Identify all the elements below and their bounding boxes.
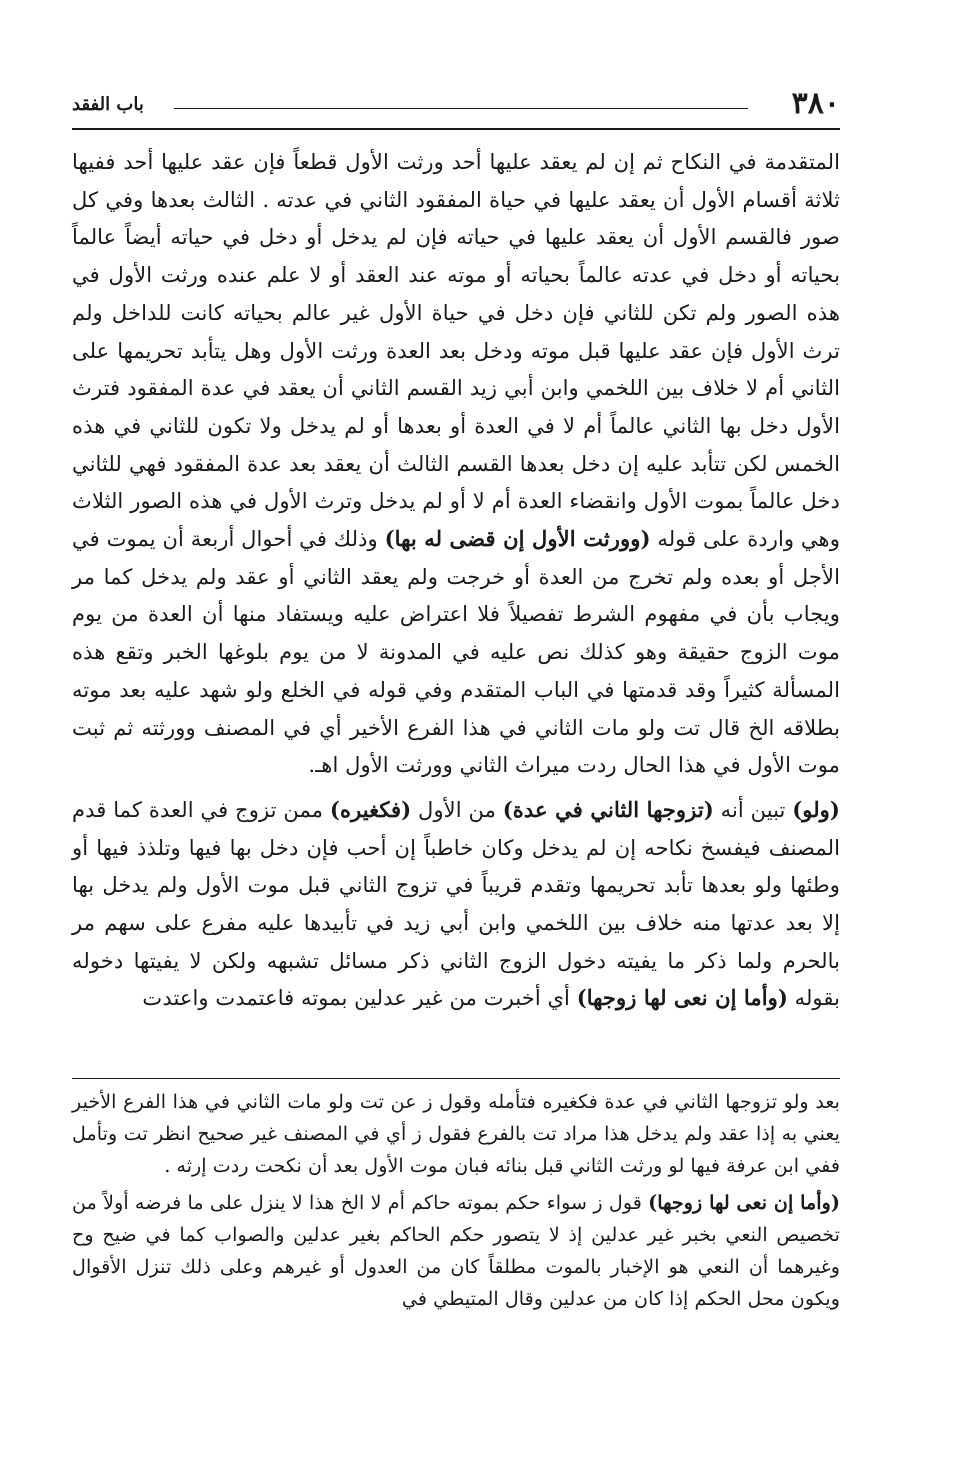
para2-quote-2: (تزوجها الثاني في عدة) — [502, 796, 714, 822]
paragraph-2 — [72, 791, 840, 1017]
footnote-2 — [72, 1187, 840, 1314]
para2-text-1: تبين أنه — [720, 796, 786, 822]
header-rule — [72, 128, 840, 130]
footnote-separator — [72, 1078, 840, 1079]
footnote-2-quote: (وأما إن نعى لها زوجها) — [648, 1191, 840, 1215]
para2-text-2: من الأول — [418, 796, 496, 822]
footnote-2-text: قول ز سواء حكم بموته حاكم أم لا الخ هذا لا ينزل على ما فرضه أولاً من تخصيص النعي بخبر غير عدلين إذ لا يتصور حكم الحاكم بغير عدلين والصواب كما في ضيح وح وغيرهما أن النعي هو الإخبار بالموت مطلقاً كان من العدول أو غيرهم وعلى ذلك تنزل الأقوال ويكون محل الحكم إذا كان من عدلين وقال المتيطي في — [72, 1191, 840, 1310]
main-text — [72, 143, 840, 1017]
page-header — [72, 86, 840, 126]
para2-quote-4: (وأما إن نعى لها زوجها) — [576, 985, 788, 1011]
para2-quote-3: (فكغيره) — [329, 796, 412, 822]
page-number: ٣٨٠ — [791, 86, 840, 121]
paragraph-1 — [72, 143, 840, 784]
footnote-1-text: بعد ولو تزوجها الثاني في عدة فكغيره فتأمله وقول ز عن تت ولو مات الثاني في هذا الفرع الأخير يعني به إذا عقد ولم يدخل هذا مراد تت بالفرع فقول ز أي في المصنف غير صحيح انظر تت وتأمل ففي ابن عرفة فيها لو ورثت الثاني قبل بنائه فبان موت الأول بعد أن نكحت ردت إرثه . — [72, 1090, 840, 1177]
para1-continuation: وذلك في أحوال أربعة أن يموت في الأجل أو بعده ولم تخرج من العدة أو خرجت ولم يعقد الثاني أو عقد ولم يدخل كما مر ويجاب بأن في مفهوم الشرط تفصيلاً فلا اعتراض عليه ويستفاد منها أن العدة من يوم موت الزوج حقيقة وهو كذلك نص عليه في المدونة لا من يوم بلوغها الخبر وتقع هذه المسألة كثيراً وقد قدمتها في الباب المتقدم وفي قوله في الخلع ولو شهد عليه بعد موته بطلاقه الخ قال تت ولو مات الثاني في هذا الفرع الأخير أي في المصنف وورثته ثم ثبت موت الأول في هذا الحال ردت ميراث الثاني وورثت الأول اهـ. — [72, 526, 840, 778]
para1-text: المتقدمة في النكاح ثم إن لم يعقد عليها أحد ورثت الأول قطعاً فإن عقد عليها أحد ففيها ثلاثة أقسام الأول أن يعقد عليها في حياة المفقود الثاني في عدته . الثالث بعدها وفي كل صور فالقسم الأول أن يعقد عليها في حياته فإن لم يدخل أو دخل في حياته أيضاً عالماً بحياته أو دخل في عدته عالماً بحياته أو موته عند العقد أو لا علم عنده ورثت الأول في هذه الصور ولم تكن للثاني فإن دخل في حياة الأول غير عالم بحياته كانت للداخل ولم ترث الأول فإن عقد عليها قبل موته ودخل بعد العدة ورثت الأول وهل يتأبد تحريمها على الثاني أم لا خلاف بين اللخمي وابن أبي زيد القسم الثاني أن يعقد في عدة المفقود فترث الأول دخل بها الثاني عالماً أم لا في العدة أو بعدها أو لم يدخل ولا تكون للثاني في هذه الخمس لكن تتأبد عليه إن دخل بعدها القسم الثالث أن يعقد بعد عدة المفقود فهي للثاني دخل عالماً بموت الأول وانقضاء العدة أم لا أو لم يدخل وترث الأول في هذه الصور الثلاث وهي واردة على قوله — [72, 149, 840, 552]
para2-text-3: ممن تزوج في العدة كما قدم المصنف فيفسخ نكاحه إن لم يدخل وكان خاطباً إن أحب فإن دخل بها فيها وتلذذ فيها أو وطئها ولو بعدها تأبد تحريمها وتقدم قريباً في تزوج الثاني قبل موت الأول ولم يدخل بها إلا بعد عدتها منه خلاف بين اللخمي وابن أبي زيد في تأبيدها عليه مفرع على سهم مر بالحرم ولما ذكر ما يفيته دخول الزوج الثاني ذكر مسائل تشبهه ولكن لا يفيتها دخوله بقوله — [72, 796, 840, 1011]
footnote-1 — [72, 1086, 840, 1181]
book-page — [72, 0, 840, 1477]
chapter-title: باب الفقد — [72, 94, 144, 115]
para2-quote-1: (ولو) — [792, 796, 840, 822]
para2-text-4: أي أخبرت من غير عدلين بموته فاعتمدت واعتدت — [142, 985, 570, 1011]
header-dash-line — [174, 108, 748, 109]
para1-quote: (وورثت الأول إن قضى له بها) — [384, 526, 651, 552]
footnotes — [72, 1086, 840, 1315]
